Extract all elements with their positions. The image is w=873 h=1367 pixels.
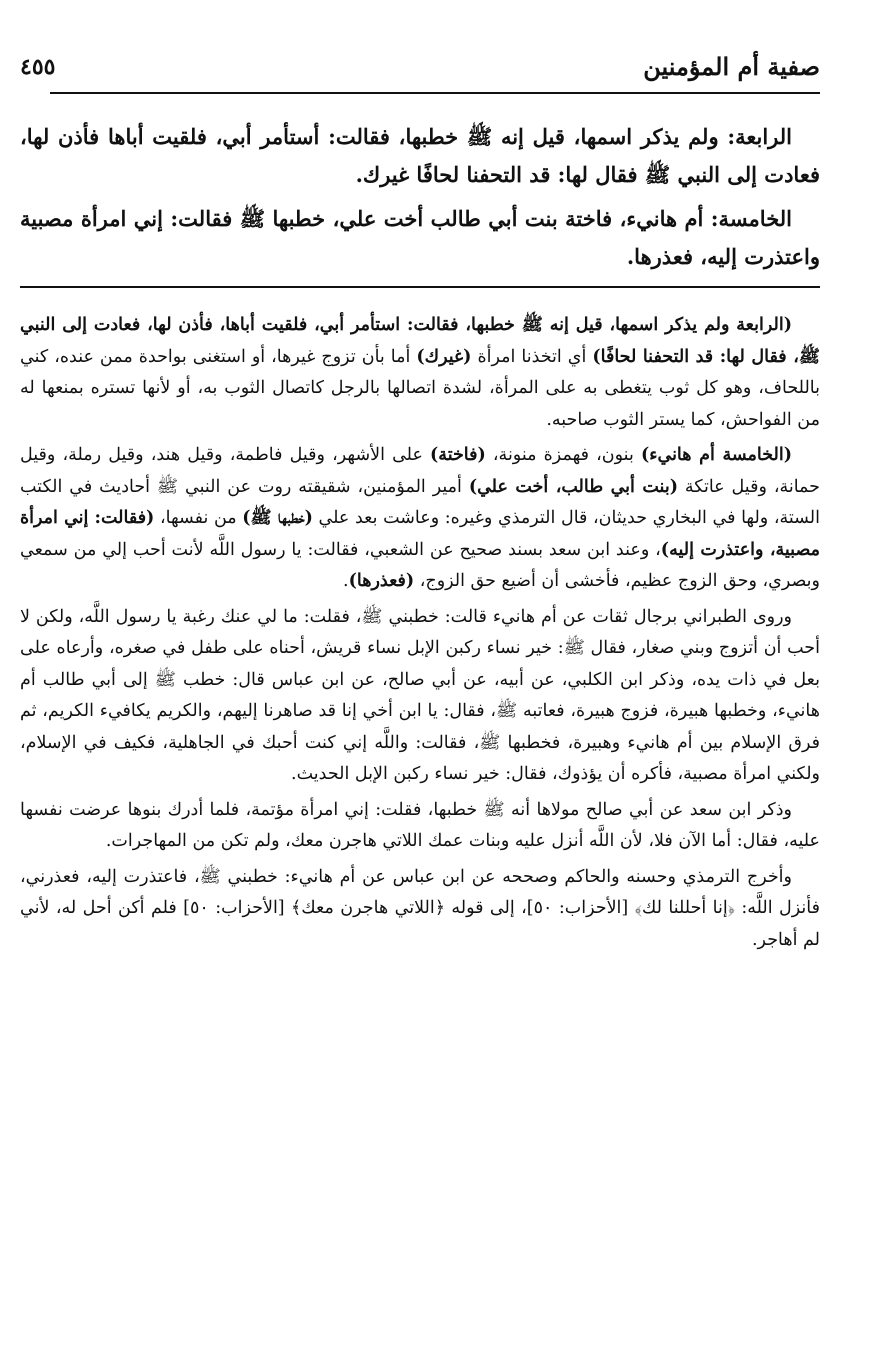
quoted-text: (الخامسة أم هانيء) bbox=[640, 445, 792, 465]
running-title: صفية أم المؤمنين bbox=[643, 52, 820, 81]
quoted-text: (غيرك) bbox=[416, 346, 472, 367]
quoted-text: (الرابعة ولم يذكر اسمها، قيل إنه ﷺ خطبها، فقالت: استأمر أبي، فلقيت أباها، فأذن لها، فعادت إلى النبي ﷺ، فقال لها: قد التحفنا لحافًا) bbox=[20, 315, 820, 367]
commentary-text: أما بأن تزوج غيرها، أو استغنى بواحدة ممن عنده، كني باللحاف، وهو كل ثوب يتغطى به على المرأة، لشدة اتصالها بالرجل كاتصال الثوب به، أو لأنها تستره بمنعها له من الفواحش، كما يستر الثوب صاحبه. bbox=[20, 346, 820, 430]
main-text-paragraph-2: الخامسة: أم هانيء، فاختة بنت أبي طالب أخت علي، خطبها ﷺ فقالت: إني امرأة مصبية واعتذرت إليه، فعذرها. bbox=[20, 206, 820, 269]
quoted-text: (فاختة) bbox=[430, 445, 486, 465]
commentary-separator bbox=[20, 286, 820, 288]
page-number: ٤٥٥ bbox=[20, 54, 56, 80]
quoted-text: (خطبها ﷺ) bbox=[242, 508, 313, 528]
quoted-text: (فعذرها) bbox=[348, 571, 415, 591]
page-header bbox=[20, 48, 820, 92]
commentary-paragraph-2 bbox=[20, 440, 820, 598]
quoted-text: (فقالت: إني امرأة مصبية، واعتذرت إليه) bbox=[20, 508, 820, 560]
book-page bbox=[20, 48, 820, 960]
commentary-text: ، وعند ابن سعد بسند صحيح عن الشعبي، فقالت: يا رسول اللَّه لأنت أحب إلي من سمعي وبصري، وحق الزوج عظيم، فأخشى أن أضيع حق الزوج، bbox=[20, 539, 820, 591]
commentary-paragraph-1 bbox=[20, 310, 820, 436]
commentary-text: . bbox=[343, 571, 349, 591]
commentary-text: أمير المؤمنين، شقيقته روت عن النبي ﷺ أحاديث في الكتب الستة، ولها في البخاري حديثان، قال الترمذي وغيره: وعاشت بعد علي bbox=[20, 476, 820, 528]
commentary-text: أي اتخذنا امرأة bbox=[471, 346, 593, 367]
commentary-paragraph-5: وأخرج الترمذي وحسنه والحاكم وصححه عن ابن عباس عن أم هانيء: خطبني ﷺ، فاعتذرت إليه، فعذرني، فأنزل اللَّه: ﴿إنا أحللنا لك﴾ [الأحزاب: ٥٠]، إلى قوله ﴿اللاتي هاجرن معك﴾ [الأحزاب: ٥٠] فلم أكن أحل له، لأني لم أهاجر. bbox=[20, 866, 820, 950]
commentary-text: على الأشهر، وقيل فاطمة، وقيل هند، وقيل رملة، وقيل حمانة، وقيل عاتكة bbox=[20, 445, 820, 497]
main-text-paragraph-1: الرابعة: ولم يذكر اسمها، قيل إنه ﷺ خطبها، فقالت: أستأمر أبي، فلقيت أباها فأذن لها، فعادت إلى النبي ﷺ فقال لها: قد التحفنا لحافًا غيرك. bbox=[20, 124, 820, 187]
commentary bbox=[20, 310, 820, 956]
quoted-text: (بنت أبي طالب، أخت علي) bbox=[468, 476, 678, 497]
header-rule bbox=[50, 92, 820, 94]
commentary-text: بنون، فهمزة منونة، bbox=[485, 445, 641, 465]
commentary-paragraph-3: وروى الطبراني برجال ثقات عن أم هانيء قالت: خطبني ﷺ، فقلت: ما لي عنك رغبة يا رسول اللَّه، ولكن لا أحب أن أتزوج وبني صغار، فقال ﷺ: خير نساء ركبن الإبل نساء قريش، أحناه على طفل في صغره، وأرعاه على بعل في ذات يده، وذكر ابن الكلبي، عن أبيه، عن أبي صالح، عن ابن عباس قال: خطب ﷺ إلى أبي طالب أم هانيء، وخطبها هبيرة، فزوج هبيرة، فعاتبه ﷺ، فقال: يا ابن أخي إنا قد صاهرنا إليهم، والكريم يكافيء الكريم، ثم فرق الإسلام بين أم هانيء وهبيرة، فخطبها ﷺ، فقالت: واللَّه إني كنت أحبك في الجاهلية، فكيف في الإسلام، ولكني امرأة مصبية، فأكره أن يؤذوك، فقال: خير نساء ركبن الإبل الحديث. bbox=[20, 606, 820, 784]
commentary-text: من نفسها، bbox=[154, 508, 243, 528]
main-text bbox=[20, 118, 820, 276]
commentary-paragraph-4: وذكر ابن سعد عن أبي صالح مولاها أنه ﷺ خطبها، فقلت: إني امرأة مؤتمة، فلما أدرك بنوها عرضت نفسها عليه، فقال: أما الآن فلا، لأن اللَّه أنزل عليه وبنات عمك اللاتي هاجرن معك، ولم تكن من المهاجرات. bbox=[20, 799, 820, 851]
